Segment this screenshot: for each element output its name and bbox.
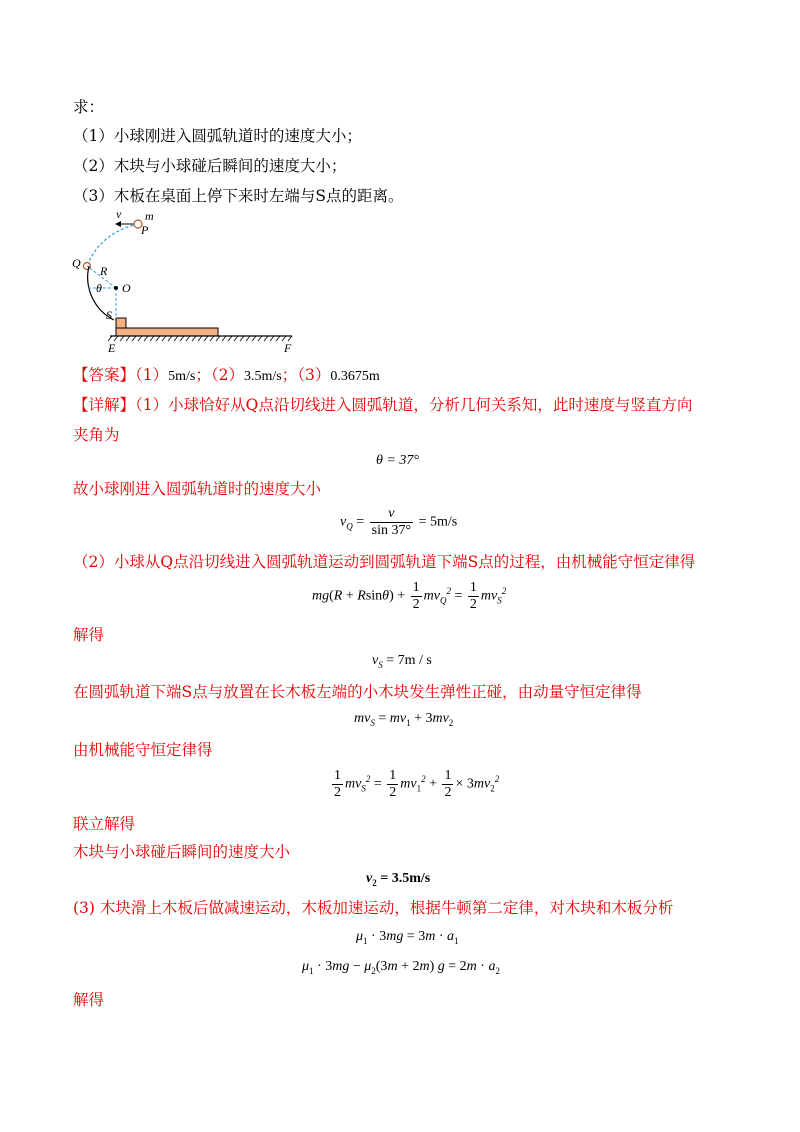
answer-part-1-label: （1） <box>135 366 169 384</box>
label-o: O <box>122 281 131 295</box>
equation-vs: $v_S = 7m / s$ <box>372 653 432 670</box>
answer-value-2: 3.5m/s <box>244 369 282 384</box>
detail-line-2: 夹角为 <box>73 426 120 444</box>
label-theta: θ <box>96 281 102 295</box>
equation-newton-board: $\mu_1 \cdot 3mg - \mu_2(3m + 2m) g = 2m \cdot a_2$ <box>302 959 500 976</box>
detail-line-9: 木块与小球碰后瞬间的速度大小 <box>73 843 291 861</box>
answer-value-1: 5m/s <box>168 369 196 384</box>
detail-line-7: 由机械能守恒定律得 <box>73 741 213 759</box>
label-v: v <box>116 208 122 221</box>
label-e: E <box>108 341 116 355</box>
detail-line-8: 联立解得 <box>73 815 136 833</box>
label-p: P <box>141 223 149 237</box>
label-m: m <box>145 209 154 223</box>
answer-value-3: 0.3675m <box>330 369 380 384</box>
physics-diagram <box>70 208 310 358</box>
equation-energy-2: $\frac{1}{2}$ $mv_S^2$ = $\frac{1}{2}$ $mv_1^2$ + $\frac{1}{2}$ × $3mv_2^2$ <box>334 768 500 800</box>
detail-line-4: （2）小球从Q点沿切线进入圆弧轨道运动到圆弧轨道下端S点的过程，由机械能守恒定律得 <box>73 553 696 571</box>
equation-newton-block: $\mu_1 \cdot 3mg = 3m \cdot a_1$ <box>356 929 459 946</box>
answer-line <box>73 365 380 387</box>
label-q: Q <box>72 256 81 270</box>
label-f: F <box>284 341 292 355</box>
equation-momentum: $mv_S = mv_1 + 3mv_2$ <box>354 711 454 728</box>
detail-line-11: 解得 <box>73 991 105 1009</box>
answer-part-3-label: ；（3） <box>281 366 331 384</box>
detail-line-10: (3) 木块滑上木板后做减速运动，木板加速运动，根据牛顿第二定律，对木块和木板分析 <box>73 899 674 917</box>
detail-line-1 <box>73 395 692 415</box>
answer-tag: 【答案】 <box>73 366 136 384</box>
detail-line-6: 在圆弧轨道下端S点与放置在长木板左端的小木块发生弹性正碰，由动量守恒定律得 <box>73 683 642 701</box>
question-intro: 求： <box>73 98 105 116</box>
question-item-3: （3）木板在桌面上停下来时左端与S点的距离。 <box>73 187 404 205</box>
detail-line-3: 故小球刚进入圆弧轨道时的速度大小 <box>73 480 322 498</box>
detail-line-5: 解得 <box>73 626 105 644</box>
detail-text-1: （1）小球恰好从Q点沿切线进入圆弧轨道，分析几何关系知，此时速度与竖直方向 <box>135 396 693 414</box>
equation-theta: θ = 37° <box>376 453 419 468</box>
equation-v2: $v_2 = 3.5m/s$ <box>366 871 431 888</box>
label-s: S <box>106 308 112 322</box>
detail-tag: 【详解】 <box>73 396 136 414</box>
question-item-1: （1）小球刚进入圆弧轨道时的速度大小； <box>73 127 362 145</box>
equation-energy-1: mg(R + Rsinθ) + $\frac{1}{2}$ $mv_Q^2$ = $\frac{1}{2}$ $mv_S^2$ <box>312 580 507 612</box>
answer-part-2-label: ；（2） <box>195 366 244 384</box>
label-r: R <box>100 264 108 278</box>
equation-vq: $v_Q$ = $\frac{v}{\sin 37^\circ}$ = 5m/s <box>340 506 458 538</box>
question-item-2: （2）木块与小球碰后瞬间的速度大小； <box>73 157 347 175</box>
